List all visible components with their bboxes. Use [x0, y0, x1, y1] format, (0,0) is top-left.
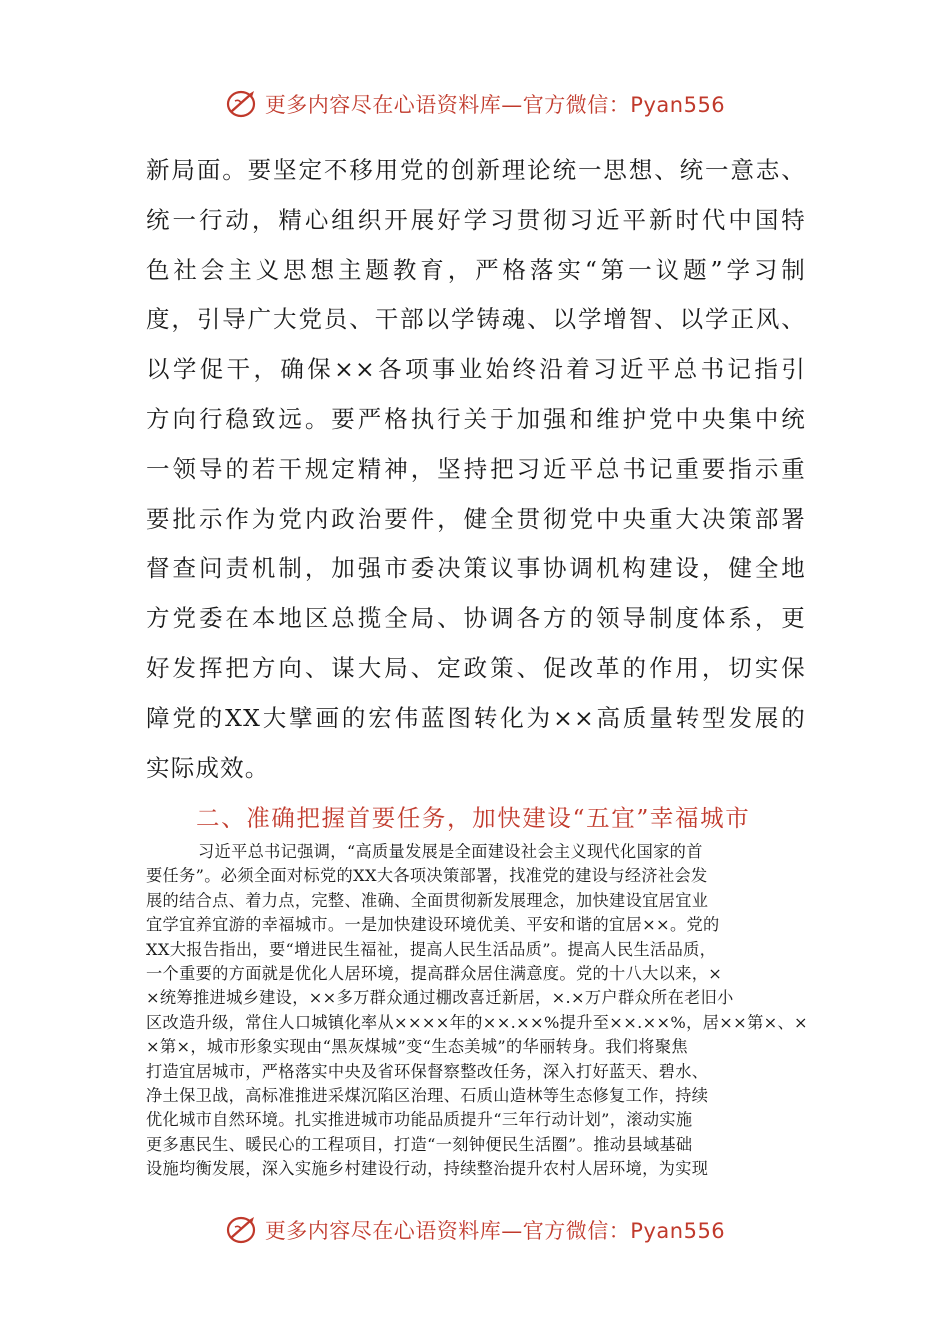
pen-logo-icon	[225, 87, 259, 121]
text-line: 要批示作为党内政治要件，健全贯彻党中央重大决策部署	[146, 504, 806, 533]
text-line: 设施均衡发展，深入实施乡村建设行动，持续整治提升农村人居环境，为实现	[146, 1159, 709, 1179]
header-watermark-banner	[0, 84, 950, 124]
text-line: 新局面。要坚定不移用党的创新理论统一思想、统一意志、	[146, 156, 806, 184]
text-line: 方党委在本地区总揽全局、协调各方的领导制度体系，更	[146, 604, 806, 633]
text-line: 更多惠民生、暖民心的工程项目，打造“一刻钟便民生活圈”。推动县域基础	[146, 1134, 693, 1154]
text-line: 要任务”。必须全面对标党的XX大各项决策部署，找准党的建设与经济社会发	[146, 866, 708, 886]
text-line: 净土保卫战，高标准推进采煤沉陷区治理、石质山造林等生态修复工作，持续	[146, 1085, 709, 1105]
text-line: 色社会主义思想主题教育，严格落实“第一议题”学习制	[146, 255, 806, 284]
text-line: 障党的XX大擘画的宏伟蓝图转化为××高质量转型发展的	[146, 703, 806, 732]
text-line: ×第×，城市形象实现由“黑灰煤城”变“生态美城”的华丽转身。我们将聚焦	[146, 1037, 688, 1057]
text-line: 以学促干，确保××各项事业始终沿着习近平总书记指引	[146, 355, 806, 384]
text-line: 展的结合点、着力点，完整、准确、全面贯彻新发展理念，加快建设宜居宜业	[146, 890, 709, 910]
text-line: 实际成效。	[146, 753, 270, 782]
text-line: 优化城市自然环境。扎实推进城市功能品质提升“三年行动计划”，滚动实施	[146, 1110, 693, 1130]
body-text-small	[146, 840, 808, 1181]
text-line: 宜学宜养宜游的幸福城市。一是加快建设环境优美、平安和谐的宜居××。党的	[146, 915, 720, 935]
text-line: 一个重要的方面就是优化人居环境，提高群众居住满意度。党的十八大以来，×	[146, 963, 723, 983]
section-heading: 二、准确把握首要任务，加快建设“五宜”幸福城市	[196, 804, 751, 832]
text-line: 督查问责机制，加强市委决策议事协调机构建设，健全地	[146, 554, 806, 583]
text-line: XX大报告指出，要“增进民生福祉，提高人民生活品质”。提高人民生活品质，	[146, 939, 717, 959]
text-line: 打造宜居城市，严格落实中央及省环保督察整改任务，深入打好蓝天、碧水、	[146, 1061, 709, 1081]
footer-watermark-banner	[0, 1210, 950, 1250]
text-line: 习近平总书记强调，“高质量发展是全面建设社会主义现代化国家的首	[198, 842, 703, 861]
text-line: ×统筹推进城乡建设，××多万群众通过棚改喜迁新居，×.×万户群众所在老旧小	[146, 988, 734, 1008]
text-line: 区改造升级，常住人口城镇化率从××××年的××.××%提升至××.××%，居××第×、×	[146, 1012, 808, 1032]
pen-logo-icon	[225, 1213, 259, 1247]
text-line: 好发挥把方向、谋大局、定政策、促改革的作用，切实保	[146, 653, 806, 682]
body-text-large	[146, 146, 806, 793]
text-line: 度，引导广大党员、干部以学铸魂、以学增智、以学正风、	[146, 305, 806, 334]
text-line: 方向行稳致远。要严格执行关于加强和维护党中央集中统	[146, 404, 806, 433]
text-line: 统一行动，精心组织开展好学习贯彻习近平新时代中国特	[146, 205, 806, 234]
watermark-text: 更多内容尽在心语资料库—官方微信：Pyan556	[264, 1219, 726, 1243]
text-line: 一领导的若干规定精神，坚持把习近平总书记重要指示重	[146, 454, 806, 483]
watermark-text: 更多内容尽在心语资料库—官方微信：Pyan556	[264, 93, 726, 117]
